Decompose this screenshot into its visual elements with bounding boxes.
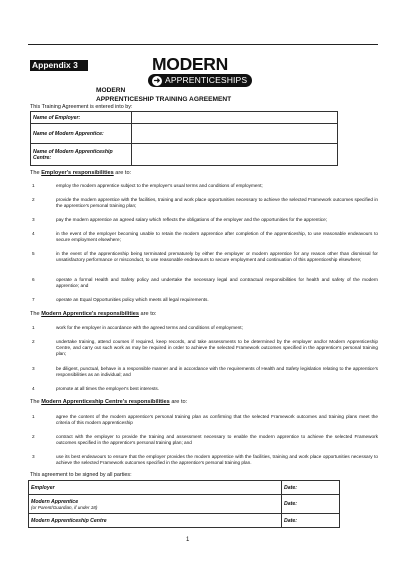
appendix-label: Appendix 3 xyxy=(30,60,88,71)
table-row xyxy=(29,481,340,495)
top-rule xyxy=(28,44,378,45)
signature-table xyxy=(28,480,340,528)
page-number: 1 xyxy=(186,537,190,543)
centre-name-field[interactable] xyxy=(132,144,338,166)
apprentice-date-field[interactable]: Date: xyxy=(282,495,340,514)
centre-name-label: Name of Modern Apprenticeship Centre: xyxy=(31,144,132,166)
arrow-right-icon: ➜ xyxy=(153,75,161,85)
apprentice-name-field[interactable] xyxy=(132,124,338,144)
table-row xyxy=(31,144,338,166)
doc-title-line1: MODERN xyxy=(96,87,126,94)
signature-intro: This agreement to be signed by all parties: xyxy=(30,472,132,478)
intro-text: This Training Agreement is entered into by: xyxy=(30,104,133,110)
apprentice-signature-field[interactable]: Modern Apprentice (or Parent/Guardian, if under 18) xyxy=(29,495,282,514)
centre-signature-field[interactable]: Modern Apprenticeship Centre xyxy=(29,514,282,528)
section-heading-centre: The Modern Apprenticeship Centre's responsibilities are to: xyxy=(30,399,188,405)
employer-signature-field[interactable]: Employer xyxy=(29,481,282,495)
table-row xyxy=(31,112,338,124)
modern-apprenticeships-logo xyxy=(146,54,254,96)
logo-text-bottom: APPRENTICESHIPS xyxy=(165,75,248,85)
section-heading-employer: The Employer's responsibilities are to: xyxy=(30,170,132,176)
employer-name-field[interactable] xyxy=(132,112,338,124)
doc-title-line2: APPRENTICESHIP TRAINING AGREEMENT xyxy=(96,96,232,103)
table-row xyxy=(29,514,340,528)
apprentice-name-label: Name of Modern Apprentice: xyxy=(31,124,132,144)
employer-name-label: Name of Employer: xyxy=(31,112,132,124)
logo-banner xyxy=(148,74,252,87)
document-page: Appendix 3 MODERN ➜ APPRENTICESHIPS MODERN APPRENTICESHIP TRAINING AGREEMENT This Training Agreement is entered into by: Name of Employer: Name of Modern Apprentice: Name of Modern Apprenticeship Centre: The Employer's responsibilities are to: 1 employ the modern apprentice subject to the employer's usual terms and conditions of employment; 2 provide the modern apprentice with the facilities, training and work place opportunities necessary to achieve the selected Framework outcomes specified in the apprentice's personal training plan; 3 pay the modern apprentice an agreed salary which reflects the obligations of the employer and the opportunities for the apprentice; 4 in the event of the employer becoming unable to retain the modern apprentice after completion of the apprenticeship, to use reasonable endeavours to secure employment elsewhere; 5 in the event of the apprenticeship being terminated prematurely by either the employer or modern apprentice for any reason other than dismissal for unsatisfactory performance or misconduct, to use reasonable endeavours to secure employment and continuation of this apprenticeship elsewhere; 6 operate a formal Health and Safety policy and undertake the necessary legal and contractual responsibilities for health and safety of the modern apprentice; and 7 operate an Equal Opportunities policy which meets all legal requirements. The Modern Apprentice's responsibilities are to: 1 work for the employer in accordance with the agreed terms and conditions of employment; 2 undertake training, attend courses if required, keep records, and take assessments to be determined by the employer and/or Modern Apprenticeship Centre, and carry out such work as may be required in order to achieve the selected Framework outcomes specified in the apprentice's personal training plan; 3 be diligent, punctual, behave in a responsible manner and in accordance with the requirements of Health and Safety legislation relating to the apprentice's responsibilities as an individual; and 4 promote at all times the employer's best interests. The Modern Apprenticeship Centre's responsibilities are to: 1 agree the content of the modern apprentice's personal training plan as confirming that the selected Framework outcomes and training plans meet the criteria of this modern apprenticeship 2 contract with the employer to provide the training and assessment necessary to enable the modern apprentice to achieve the selected Framework outcomes specified in the apprentice's personal training plan; and 3 use its best endeavours to ensure that the employer provides the modern apprentice with the facilities, training and work place opportunities necessary to achieve the selected Framework outcomes specified in the apprentice's personal training plan. This agreement to be signed by all parties: Employer Date: Modern Apprentice (or Parent/Guardian, if under 18) Date: Modern Apprenticeship Centre Date: 1 xyxy=(0,0,403,570)
table-row xyxy=(31,124,338,144)
employer-date-field[interactable]: Date: xyxy=(282,481,340,495)
parties-table xyxy=(30,111,338,166)
logo-text-top: MODERN xyxy=(152,54,228,74)
centre-date-field[interactable]: Date: xyxy=(282,514,340,528)
section-heading-apprentice: The Modern Apprentice's responsibilities are to: xyxy=(30,311,157,317)
table-row xyxy=(29,495,340,514)
